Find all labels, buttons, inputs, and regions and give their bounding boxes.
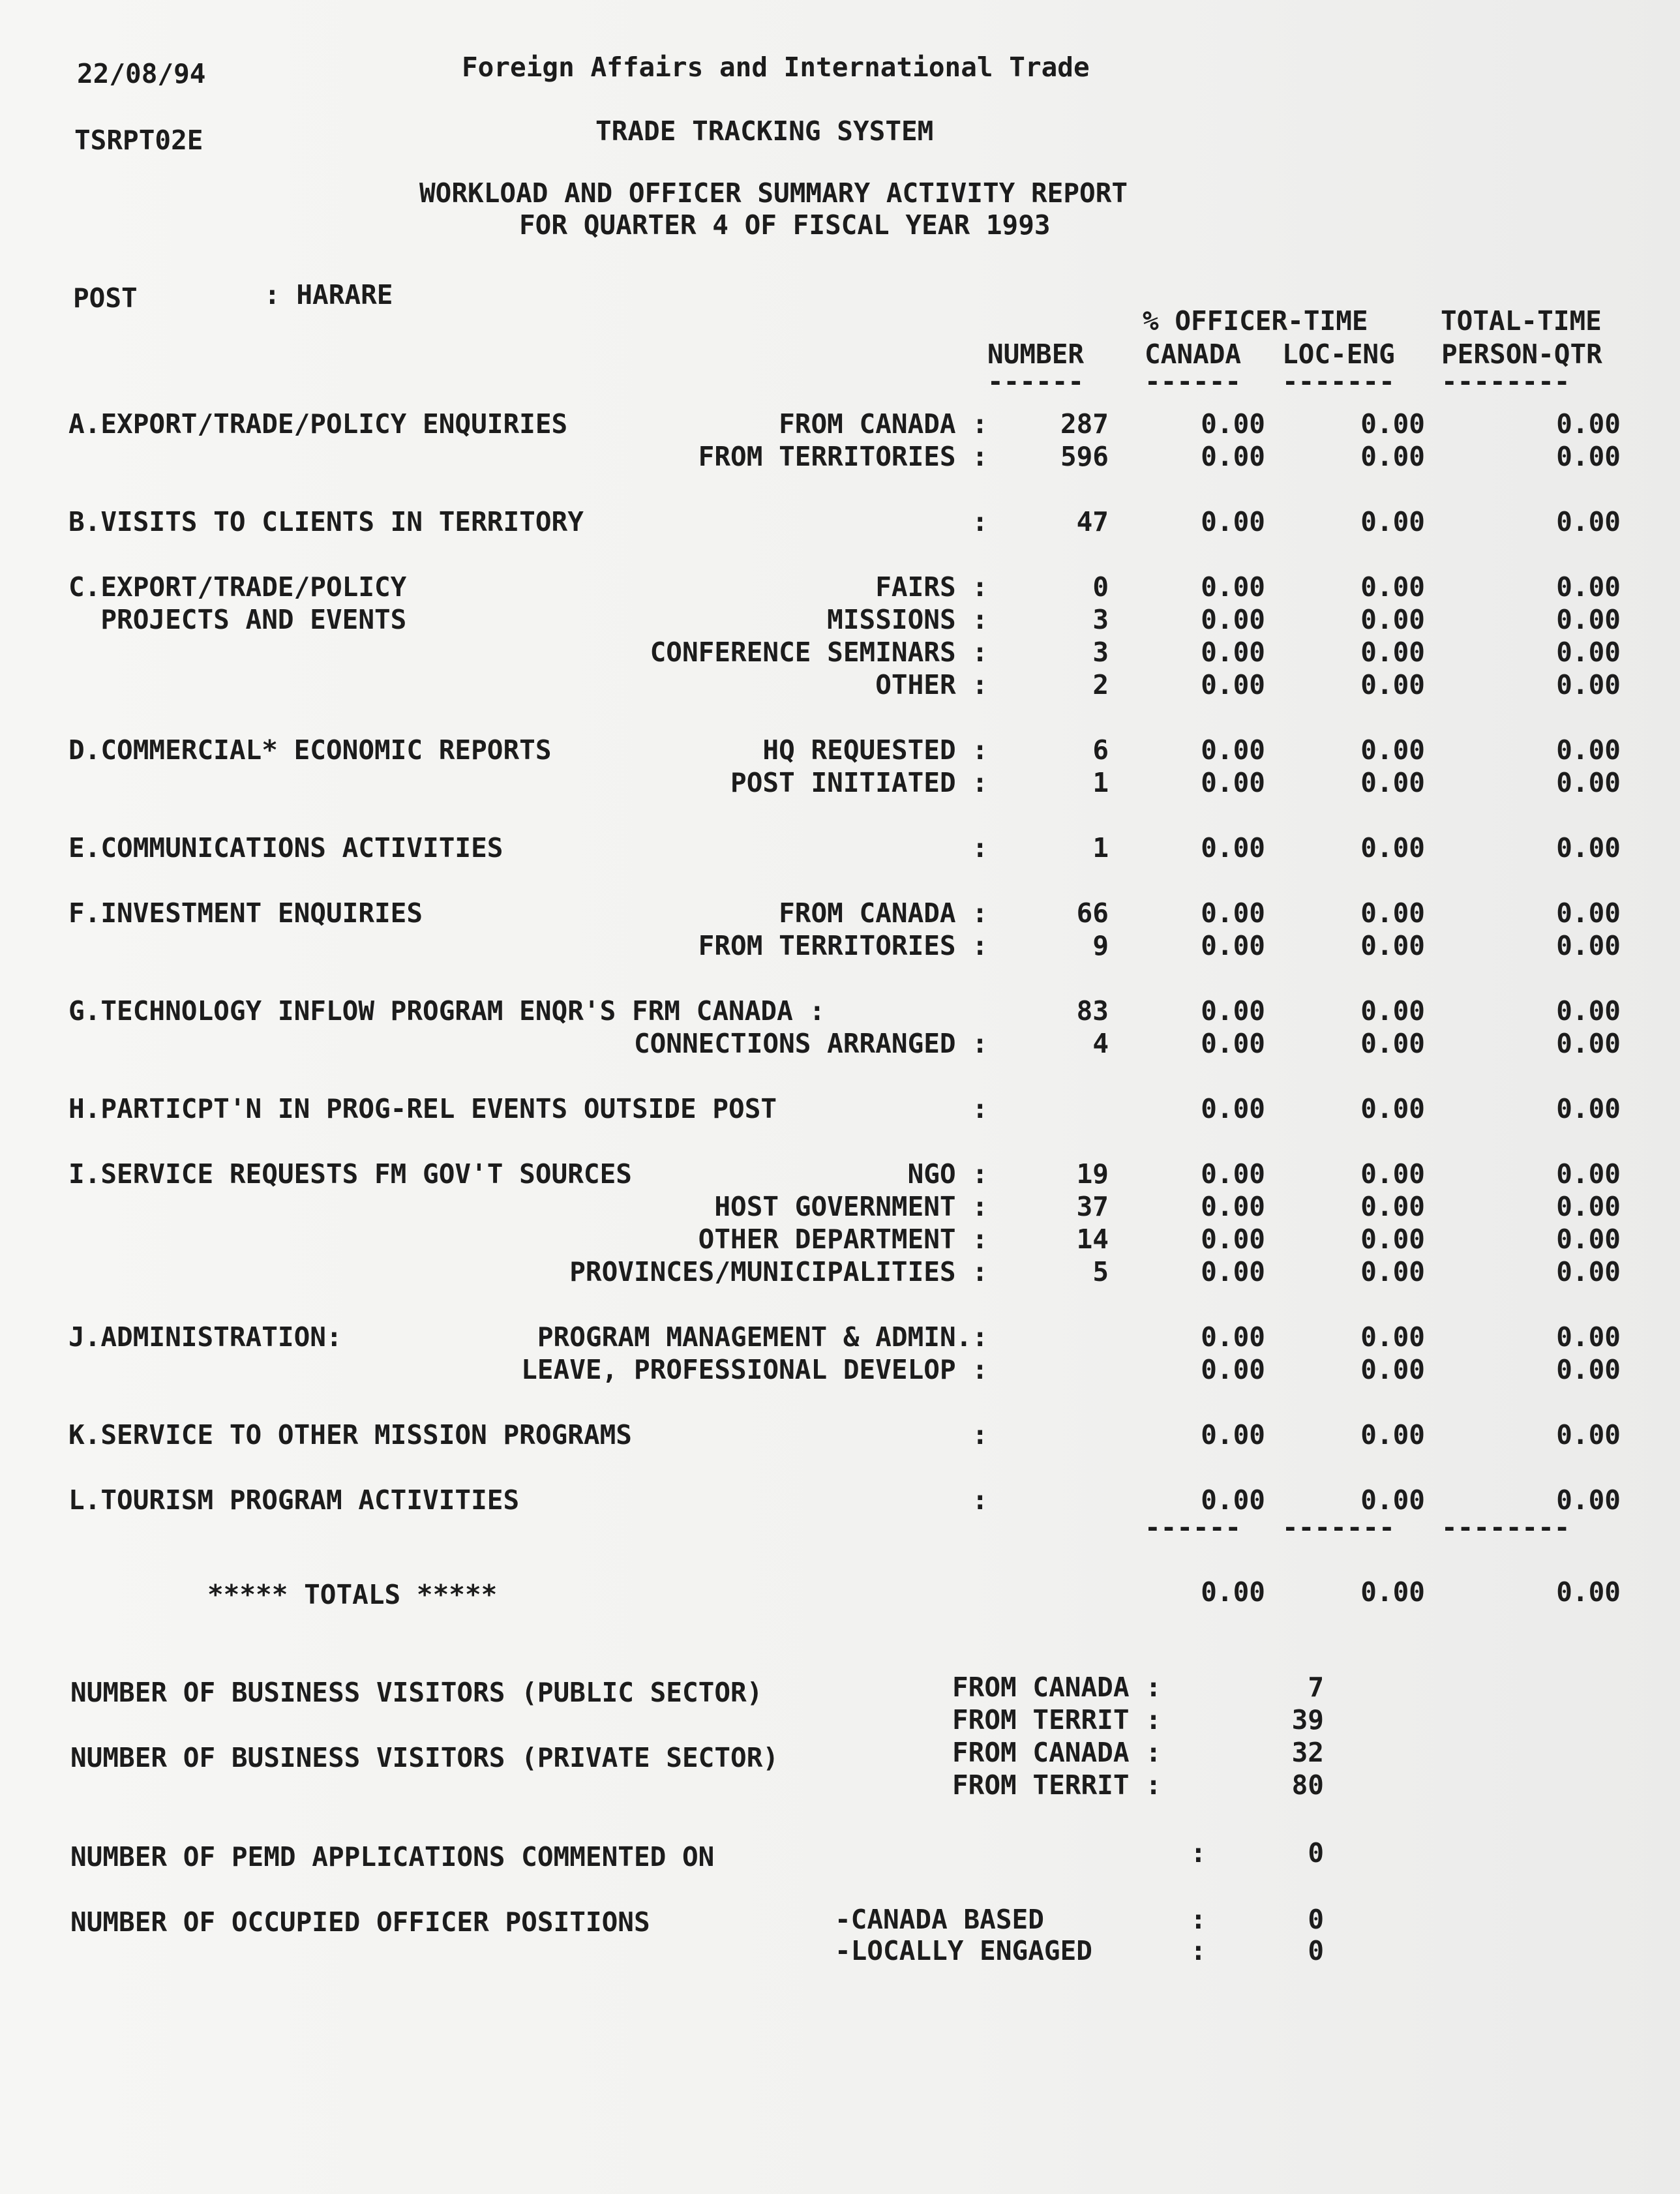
- visitors-label: NUMBER OF BUSINESS VISITORS (PRIVATE SECTOR): [70, 1742, 779, 1773]
- post-label: POST: [73, 282, 138, 314]
- row-loceng: 0.00: [1360, 1158, 1425, 1190]
- row-personqtr: 0.00: [1556, 1093, 1621, 1124]
- totals-loceng: 0.00: [1360, 1576, 1425, 1608]
- department-title: Foreign Affairs and International Trade: [462, 52, 1090, 83]
- row-label: H.PARTICPT'N IN PROG-REL EVENTS OUTSIDE POST: [68, 1093, 777, 1124]
- row-personqtr: 0.00: [1556, 1354, 1621, 1385]
- row-canada: 0.00: [1201, 1256, 1265, 1287]
- row-label: J.ADMINISTRATION:: [68, 1321, 342, 1353]
- person-qtr-header: PERSON-QTR: [1441, 338, 1602, 370]
- row-label: C.EXPORT/TRADE/POLICY: [68, 571, 407, 603]
- row-canada: 0.00: [1201, 571, 1265, 603]
- row-canada: 0.00: [1201, 1354, 1265, 1385]
- pemd-label: NUMBER OF PEMD APPLICATIONS COMMENTED ON: [70, 1841, 715, 1872]
- visitors-from: FROM CANADA :: [952, 1672, 1162, 1703]
- row-loceng: 0.00: [1360, 1224, 1425, 1255]
- row-loceng: 0.00: [1360, 832, 1425, 864]
- row-personqtr: 0.00: [1556, 1224, 1621, 1255]
- row-label: K.SERVICE TO OTHER MISSION PROGRAMS: [68, 1419, 632, 1450]
- row-number: 287: [1060, 408, 1109, 440]
- totals-label: ***** TOTALS *****: [207, 1579, 498, 1610]
- row-canada: 0.00: [1201, 1191, 1265, 1222]
- visitors-value: 7: [1308, 1672, 1324, 1703]
- row-number: 596: [1060, 441, 1109, 472]
- row-canada: 0.00: [1201, 1321, 1265, 1353]
- row-loceng: 0.00: [1360, 441, 1425, 472]
- row-sublabel: PROGRAM MANAGEMENT & ADMIN.:: [537, 1321, 988, 1353]
- row-sublabel: CONNECTIONS ARRANGED :: [633, 1028, 988, 1059]
- row-sublabel: NGO :: [907, 1158, 988, 1190]
- row-loceng: 0.00: [1360, 669, 1425, 700]
- row-personqtr: 0.00: [1556, 995, 1621, 1027]
- visitors-from: FROM TERRIT :: [952, 1704, 1162, 1736]
- positions-sub: -CANADA BASED: [835, 1904, 1044, 1935]
- row-loceng: 0.00: [1360, 1256, 1425, 1287]
- row-canada: 0.00: [1201, 1224, 1265, 1255]
- row-canada: 0.00: [1201, 897, 1265, 929]
- canada-header: CANADA: [1145, 338, 1242, 370]
- row-number: 1: [1092, 832, 1109, 864]
- totals-loceng-underline: -------: [1282, 1512, 1395, 1543]
- row-number: 9: [1092, 930, 1109, 961]
- row-personqtr: 0.00: [1556, 734, 1621, 766]
- row-personqtr: 0.00: [1556, 1158, 1621, 1190]
- row-sublabel: :: [972, 506, 988, 537]
- positions-label: NUMBER OF OCCUPIED OFFICER POSITIONS: [70, 1906, 650, 1938]
- row-number: 0: [1092, 571, 1109, 603]
- row-canada: 0.00: [1201, 1028, 1265, 1059]
- report-period: FOR QUARTER 4 OF FISCAL YEAR 1993: [519, 209, 1051, 241]
- row-label: E.COMMUNICATIONS ACTIVITIES: [68, 832, 503, 864]
- positions-colon: :: [1190, 1935, 1207, 1966]
- row-label: B.VISITS TO CLIENTS IN TERRITORY: [68, 506, 584, 537]
- row-canada: 0.00: [1201, 604, 1265, 635]
- positions-value: 0: [1308, 1935, 1324, 1966]
- row-sublabel: :: [972, 832, 988, 864]
- row-sublabel: :: [972, 1419, 988, 1450]
- row-loceng: 0.00: [1360, 1028, 1425, 1059]
- row-sublabel: HOST GOVERNMENT :: [714, 1191, 988, 1222]
- report-code: TSRPT02E: [74, 125, 203, 156]
- row-canada: 0.00: [1201, 1093, 1265, 1124]
- row-sublabel: CONFERENCE SEMINARS :: [650, 637, 988, 668]
- row-number: 3: [1092, 637, 1109, 668]
- pemd-colon: :: [1190, 1837, 1207, 1869]
- row-number: 19: [1076, 1158, 1109, 1190]
- row-canada: 0.00: [1201, 1419, 1265, 1450]
- pemd-value: 0: [1308, 1837, 1324, 1869]
- visitors-from: FROM TERRIT :: [952, 1769, 1162, 1801]
- row-personqtr: 0.00: [1556, 1419, 1621, 1450]
- row-personqtr: 0.00: [1556, 1256, 1621, 1287]
- post-value: : HARARE: [264, 279, 393, 310]
- row-personqtr: 0.00: [1556, 408, 1621, 440]
- row-sublabel: FROM TERRITORIES :: [698, 441, 988, 472]
- row-loceng: 0.00: [1360, 604, 1425, 635]
- row-loceng: 0.00: [1360, 1093, 1425, 1124]
- visitors-value: 32: [1291, 1737, 1324, 1768]
- row-number: 37: [1076, 1191, 1109, 1222]
- row-canada: 0.00: [1201, 1158, 1265, 1190]
- row-number: 1: [1092, 767, 1109, 798]
- row-sublabel: FROM TERRITORIES :: [698, 930, 988, 961]
- row-canada: 0.00: [1201, 441, 1265, 472]
- row-sublabel: MISSIONS :: [827, 604, 988, 635]
- report-date: 22/08/94: [77, 58, 206, 89]
- row-number: 66: [1076, 897, 1109, 929]
- row-loceng: 0.00: [1360, 1354, 1425, 1385]
- loc-eng-underline: -------: [1282, 366, 1395, 397]
- row-loceng: 0.00: [1360, 408, 1425, 440]
- row-sublabel: PROVINCES/MUNICIPALITIES :: [569, 1256, 988, 1287]
- row-sublabel: OTHER DEPARTMENT :: [698, 1224, 988, 1255]
- canada-underline: ------: [1145, 366, 1242, 397]
- row-sublabel: FROM CANADA :: [779, 897, 988, 929]
- row-loceng: 0.00: [1360, 930, 1425, 961]
- visitors-label: NUMBER OF BUSINESS VISITORS (PUBLIC SECTOR): [70, 1677, 763, 1708]
- row-number: 4: [1092, 1028, 1109, 1059]
- row-loceng: 0.00: [1360, 571, 1425, 603]
- number-underline: ------: [987, 366, 1085, 397]
- totals-canada: 0.00: [1201, 1576, 1265, 1608]
- totals-personqtr-underline: --------: [1441, 1512, 1570, 1543]
- total-time-header: TOTAL-TIME: [1441, 305, 1602, 337]
- row-label: D.COMMERCIAL* ECONOMIC REPORTS: [68, 734, 552, 766]
- row-personqtr: 0.00: [1556, 1321, 1621, 1353]
- totals-canada-underline: ------: [1145, 1512, 1242, 1543]
- row-personqtr: 0.00: [1556, 1191, 1621, 1222]
- row-canada: 0.00: [1201, 637, 1265, 668]
- row-personqtr: 0.00: [1556, 571, 1621, 603]
- row-canada: 0.00: [1201, 408, 1265, 440]
- row-number: 5: [1092, 1256, 1109, 1287]
- positions-sub: -LOCALLY ENGAGED: [835, 1935, 1092, 1966]
- row-loceng: 0.00: [1360, 1419, 1425, 1450]
- row-loceng: 0.00: [1360, 1484, 1425, 1516]
- visitors-value: 80: [1291, 1769, 1324, 1801]
- row-sublabel: HQ REQUESTED :: [762, 734, 988, 766]
- positions-value: 0: [1308, 1904, 1324, 1935]
- row-loceng: 0.00: [1360, 506, 1425, 537]
- row-number: 3: [1092, 604, 1109, 635]
- row-sublabel: OTHER :: [875, 669, 988, 700]
- report-title: WORKLOAD AND OFFICER SUMMARY ACTIVITY REPORT: [419, 177, 1128, 209]
- row-personqtr: 0.00: [1556, 637, 1621, 668]
- row-label: A.EXPORT/TRADE/POLICY ENQUIRIES: [68, 408, 568, 440]
- number-header: NUMBER: [987, 338, 1085, 370]
- row-label: I.SERVICE REQUESTS FM GOV'T SOURCES: [68, 1158, 632, 1190]
- row-label: L.TOURISM PROGRAM ACTIVITIES: [68, 1484, 520, 1516]
- row-number: 47: [1076, 506, 1109, 537]
- row-loceng: 0.00: [1360, 897, 1425, 929]
- row-sublabel: :: [972, 1484, 988, 1516]
- system-title: TRADE TRACKING SYSTEM: [595, 115, 934, 147]
- loc-eng-header: LOC-ENG: [1282, 338, 1395, 370]
- row-personqtr: 0.00: [1556, 441, 1621, 472]
- row-personqtr: 0.00: [1556, 506, 1621, 537]
- row-sublabel: POST INITIATED :: [730, 767, 988, 798]
- visitors-from: FROM CANADA :: [952, 1737, 1162, 1768]
- row-canada: 0.00: [1201, 995, 1265, 1027]
- row-canada: 0.00: [1201, 669, 1265, 700]
- row-loceng: 0.00: [1360, 995, 1425, 1027]
- row-number: 14: [1076, 1224, 1109, 1255]
- row-sublabel: :: [972, 1093, 988, 1124]
- person-qtr-underline: --------: [1441, 366, 1570, 397]
- row-personqtr: 0.00: [1556, 604, 1621, 635]
- row-canada: 0.00: [1201, 767, 1265, 798]
- row-loceng: 0.00: [1360, 637, 1425, 668]
- row-sublabel: LEAVE, PROFESSIONAL DEVELOP :: [521, 1354, 988, 1385]
- row-label: G.TECHNOLOGY INFLOW PROGRAM ENQR'S FRM CANADA :: [68, 995, 826, 1027]
- row-sublabel: FAIRS :: [875, 571, 988, 603]
- row-loceng: 0.00: [1360, 767, 1425, 798]
- row-canada: 0.00: [1201, 832, 1265, 864]
- pct-officer-time-header: % OFFICER-TIME: [1143, 305, 1368, 337]
- row-canada: 0.00: [1201, 506, 1265, 537]
- row-loceng: 0.00: [1360, 734, 1425, 766]
- row-canada: 0.00: [1201, 930, 1265, 961]
- row-number: 2: [1092, 669, 1109, 700]
- row-loceng: 0.00: [1360, 1191, 1425, 1222]
- row-label: PROJECTS AND EVENTS: [68, 604, 407, 635]
- totals-personqtr: 0.00: [1556, 1576, 1621, 1608]
- visitors-value: 39: [1291, 1704, 1324, 1736]
- row-personqtr: 0.00: [1556, 832, 1621, 864]
- row-canada: 0.00: [1201, 734, 1265, 766]
- row-canada: 0.00: [1201, 1484, 1265, 1516]
- row-label: F.INVESTMENT ENQUIRIES: [68, 897, 423, 929]
- row-number: 6: [1092, 734, 1109, 766]
- row-personqtr: 0.00: [1556, 767, 1621, 798]
- row-number: 83: [1076, 995, 1109, 1027]
- row-loceng: 0.00: [1360, 1321, 1425, 1353]
- row-personqtr: 0.00: [1556, 897, 1621, 929]
- row-personqtr: 0.00: [1556, 1484, 1621, 1516]
- row-personqtr: 0.00: [1556, 930, 1621, 961]
- row-personqtr: 0.00: [1556, 669, 1621, 700]
- positions-colon: :: [1190, 1904, 1207, 1935]
- row-personqtr: 0.00: [1556, 1028, 1621, 1059]
- row-sublabel: FROM CANADA :: [779, 408, 988, 440]
